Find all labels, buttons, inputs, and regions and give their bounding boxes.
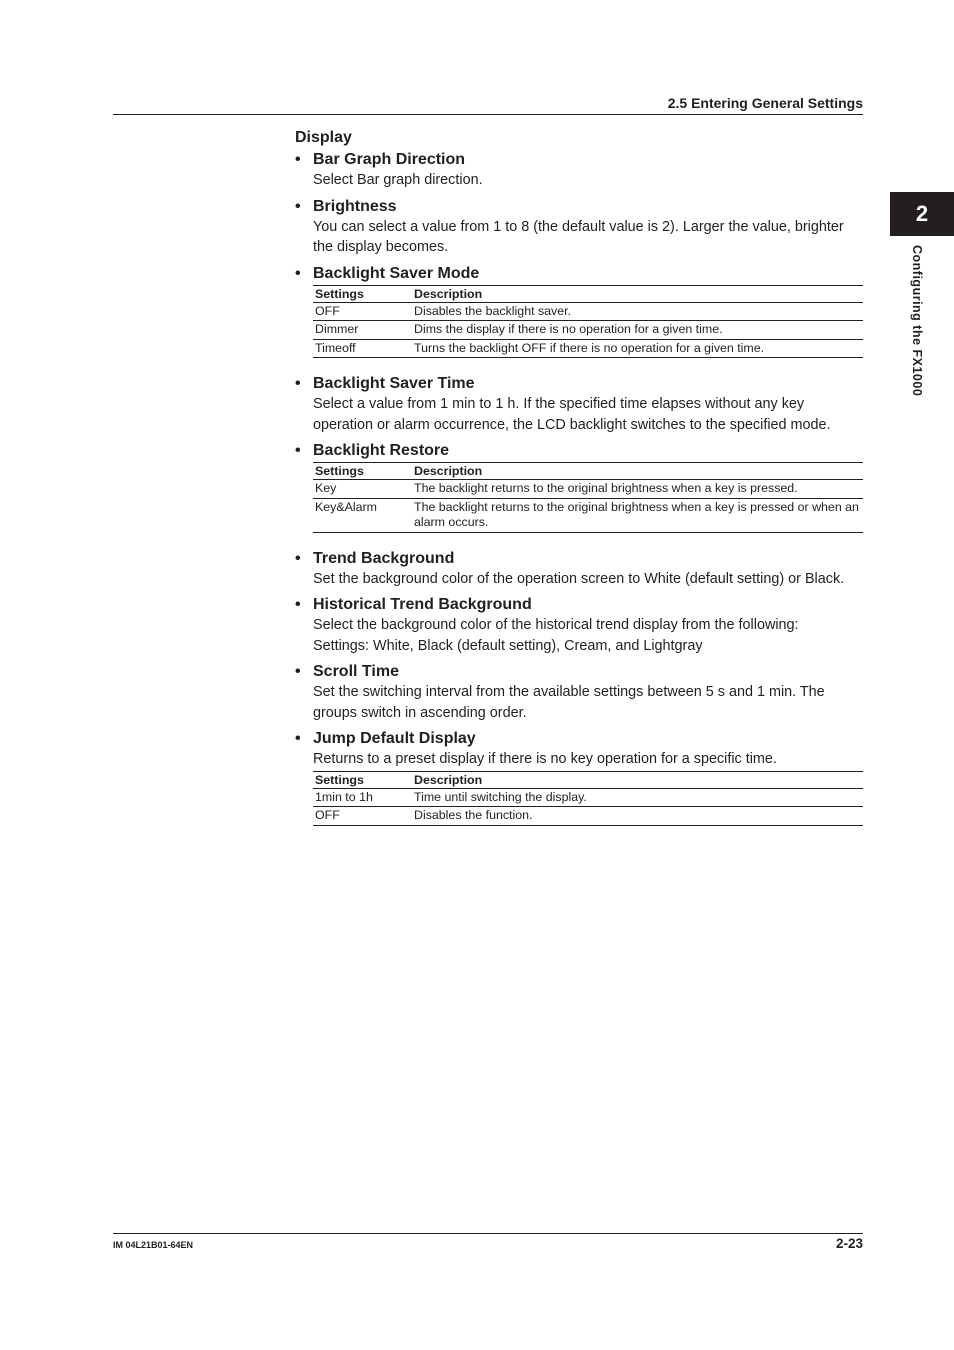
- setting-description: Select the background color of the historical trend display from the following:: [313, 617, 799, 633]
- table-header: Settings: [313, 771, 412, 788]
- table-cell-setting: Timeoff: [313, 339, 412, 358]
- setting-item: [295, 549, 863, 590]
- table-header: Description: [412, 285, 863, 302]
- table-row: [313, 321, 863, 340]
- document-id: IM 04L21B01-64EN: [113, 1240, 194, 1250]
- setting-description: Set the background color of the operation screen to White (default setting) or Black.: [313, 570, 845, 587]
- bullet-icon: •: [295, 549, 301, 567]
- table-cell-setting: Key&Alarm: [313, 498, 412, 532]
- setting-item: [295, 264, 863, 359]
- bullet-icon: •: [295, 264, 301, 282]
- table-cell-description: Disables the function.: [412, 807, 863, 826]
- page-number: 2-23: [835, 1236, 863, 1251]
- setting-item: [295, 595, 863, 656]
- setting-title: Scroll Time: [313, 663, 399, 680]
- table-cell-description: Dims the display if there is no operation for a given time.: [412, 321, 863, 340]
- setting-title: Historical Trend Background: [313, 596, 532, 613]
- header-rule: [113, 114, 863, 115]
- chapter-tab: 2: [890, 192, 954, 236]
- setting-item: [295, 662, 863, 723]
- setting-title: Jump Default Display: [313, 730, 476, 747]
- settings-table: [313, 771, 863, 826]
- table-row: [313, 807, 863, 826]
- running-header: 2.5 Entering General Settings: [667, 95, 863, 111]
- main-content: [295, 128, 863, 842]
- settings-table: [313, 285, 863, 359]
- setting-description: Set the switching interval from the available settings between 5 s and 1 min. The groups switch in ascending order.: [313, 684, 825, 721]
- settings-list: [295, 150, 863, 826]
- setting-description-extra: Settings: White, Black (default setting), Cream, and Lightgray: [313, 637, 703, 654]
- settings-table: [313, 462, 863, 533]
- setting-item: [295, 150, 863, 191]
- table-row: [313, 498, 863, 532]
- setting-item: [295, 729, 863, 826]
- footer-rule: [113, 1233, 863, 1234]
- setting-heading: [295, 441, 863, 461]
- chapter-side-label: Configuring the FX1000: [910, 245, 924, 397]
- bullet-icon: •: [295, 730, 301, 747]
- bullet-icon: •: [295, 442, 301, 459]
- setting-title: Backlight Restore: [313, 442, 450, 459]
- bullet-icon: •: [295, 375, 301, 392]
- table-cell-setting: 1min to 1h: [315, 789, 373, 804]
- bullet-icon: •: [295, 197, 301, 215]
- table-header: Settings: [313, 285, 412, 302]
- setting-item: [295, 374, 863, 435]
- table-cell-setting: Key: [315, 481, 337, 495]
- table-cell-description: The backlight returns to the original brightness when a key is pressed or when an alarm occurs.: [412, 498, 863, 532]
- table-row: [313, 302, 863, 321]
- table-cell-setting: OFF: [315, 303, 340, 318]
- setting-title: Brightness: [313, 197, 397, 215]
- table-header: Settings: [313, 463, 412, 480]
- table-cell-description: Turns the backlight OFF if there is no operation for a given time.: [412, 339, 863, 358]
- setting-heading: [295, 264, 863, 284]
- table-row: [313, 339, 863, 358]
- table-cell-description: The backlight returns to the original brightness when a key is pressed.: [414, 481, 798, 495]
- setting-title: Backlight Saver Time: [313, 375, 475, 392]
- setting-heading: [295, 197, 863, 217]
- setting-description: Select a value from 1 min to 1 h. If the specified time elapses without any key operation or alarm occurrence, the LCD backlight switches to the specified mode.: [313, 396, 831, 433]
- setting-description: You can select a value from 1 to 8 (the default value is 2). Larger the value, brighter the display becomes.: [313, 218, 844, 255]
- setting-title: Bar Graph Direction: [313, 151, 466, 168]
- setting-description: Returns to a preset display if there is no key operation for a specific time.: [313, 751, 777, 767]
- table-header: Description: [412, 463, 863, 480]
- section-title: Display: [295, 129, 352, 146]
- table-row: [313, 788, 863, 807]
- setting-heading: [295, 662, 863, 682]
- table-cell-setting: OFF: [313, 807, 412, 826]
- bullet-icon: •: [295, 151, 301, 168]
- bullet-icon: •: [295, 663, 301, 680]
- setting-description: Select Bar graph direction.: [313, 172, 483, 188]
- table-cell-description: Time until switching the display.: [414, 789, 587, 804]
- setting-heading: [295, 729, 863, 749]
- setting-title: Trend Background: [313, 549, 455, 567]
- table-cell-description: Disables the backlight saver.: [414, 303, 572, 318]
- setting-item: [295, 197, 863, 258]
- table-row: [313, 480, 863, 499]
- table-header: Description: [412, 771, 863, 788]
- setting-heading: [295, 549, 863, 569]
- setting-heading: [295, 595, 863, 615]
- setting-heading: [295, 150, 863, 170]
- setting-item: [295, 441, 863, 533]
- setting-title: Backlight Saver Mode: [313, 264, 480, 282]
- table-cell-setting: Dimmer: [313, 321, 412, 340]
- setting-heading: [295, 374, 863, 394]
- bullet-icon: •: [295, 596, 301, 613]
